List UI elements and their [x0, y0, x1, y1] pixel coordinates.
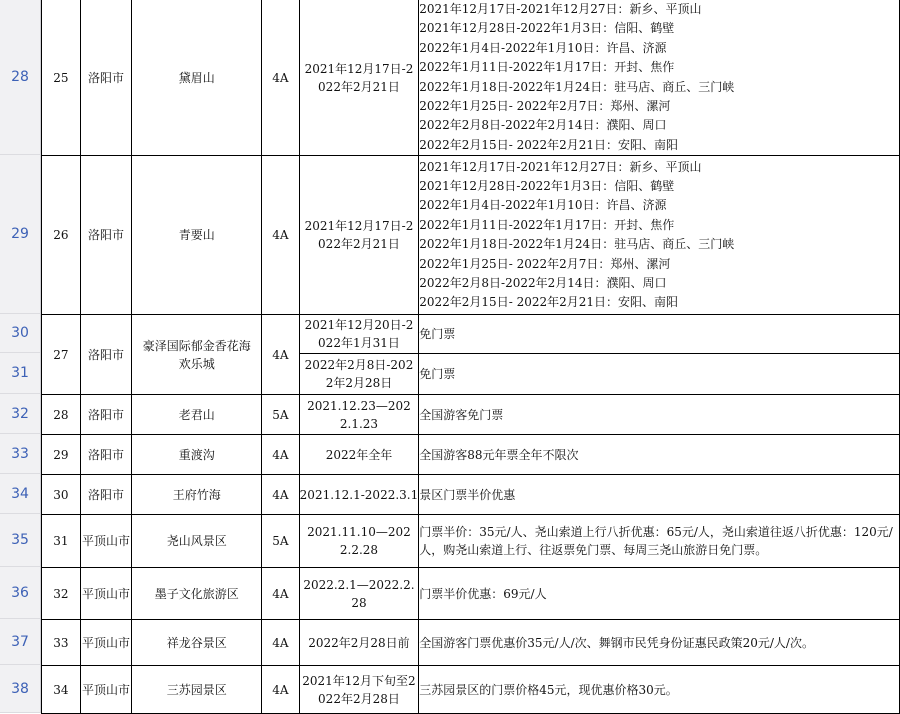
cell-name[interactable]: 王府竹海	[132, 475, 262, 515]
data-table	[41, 0, 900, 714]
cell-period[interactable]: 2021.11.10—2022.2.28	[299, 515, 419, 568]
cell-name[interactable]: 老君山	[132, 395, 262, 435]
cell-city[interactable]: 洛阳市	[80, 475, 131, 515]
cell-policy[interactable]	[419, 0, 900, 156]
cell-city[interactable]: 平顶山市	[80, 620, 131, 666]
policy-line: 2022年2月15日- 2022年2月21日：安阳、南阳	[419, 295, 679, 310]
cell-no[interactable]: 34	[42, 666, 81, 714]
cell-level[interactable]: 4A	[262, 315, 299, 395]
table-row	[42, 315, 900, 354]
table-row	[42, 568, 900, 620]
cell-city[interactable]: 洛阳市	[80, 315, 131, 395]
row-header-37[interactable]: 37	[0, 619, 40, 665]
policy-line: 2022年1月11日-2022年1月17日：开封、焦作	[419, 60, 675, 75]
cell-period[interactable]: 2021.12.23—2022.1.23	[299, 395, 419, 435]
cell-policy[interactable]: 三苏园景区的门票价格45元，现优惠价格30元。	[419, 666, 900, 714]
cell-level[interactable]: 4A	[262, 0, 299, 156]
cell-no[interactable]: 33	[42, 620, 81, 666]
policy-line: 2022年1月11日-2022年1月17日：开封、焦作	[419, 217, 675, 232]
row-header-32[interactable]: 32	[0, 394, 40, 434]
cell-no[interactable]: 27	[42, 315, 81, 395]
cell-no[interactable]: 29	[42, 435, 81, 475]
cell-period[interactable]: 2021年12月下旬至2022年2月28日	[299, 666, 419, 714]
row-header-38[interactable]: 38	[0, 665, 40, 713]
cell-policy[interactable]	[419, 156, 900, 315]
cell-level[interactable]: 4A	[262, 620, 299, 666]
cell-no[interactable]: 30	[42, 475, 81, 515]
table-row	[42, 435, 900, 475]
cell-level[interactable]: 4A	[262, 475, 299, 515]
row-header-36[interactable]: 36	[0, 567, 40, 619]
cell-name[interactable]: 尧山风景区	[132, 515, 262, 568]
cell-name[interactable]: 墨子文化旅游区	[132, 568, 262, 620]
policy-line: 2022年2月15日- 2022年2月21日：安阳、南阳	[419, 137, 679, 152]
cell-name[interactable]: 重渡沟	[132, 435, 262, 475]
cell-city[interactable]: 洛阳市	[80, 0, 131, 156]
table-row	[42, 515, 900, 568]
cell-period[interactable]: 2022年全年	[299, 435, 419, 475]
cell-name[interactable]: 豪泽国际郁金香花海欢乐城	[132, 315, 262, 395]
table-row	[42, 156, 900, 315]
cell-period[interactable]: 2022.2.1—2022.2.28	[299, 568, 419, 620]
cell-policy[interactable]: 门票半价优惠：69元/人	[419, 568, 900, 620]
cell-level[interactable]: 4A	[262, 156, 299, 315]
cell-period[interactable]: 2021年12月17日-2022年2月21日	[299, 156, 419, 315]
cell-name[interactable]: 青要山	[132, 156, 262, 315]
cell-no[interactable]: 26	[42, 156, 81, 315]
policy-line: 2021年12月28日-2022年1月3日：信阳、鹤壁	[419, 179, 675, 194]
cell-no[interactable]: 32	[42, 568, 81, 620]
policy-line: 2022年1月4日-2022年1月10日：许昌、济源	[419, 40, 667, 55]
cell-policy[interactable]: 全国游客门票优惠价35元/人/次、舞钢市民凭身份证惠民政策20元/人/次。	[419, 620, 900, 666]
row-header-column	[0, 0, 41, 713]
cell-city[interactable]: 平顶山市	[80, 666, 131, 714]
table-row	[42, 620, 900, 666]
policy-line: 2022年1月18日-2022年1月24日：驻马店、商丘、三门峡	[419, 79, 735, 94]
row-header-33[interactable]: 33	[0, 434, 40, 474]
cell-period[interactable]: 2021.12.1-2022.3.1	[299, 475, 419, 515]
cell-policy[interactable]: 免门票	[419, 354, 900, 395]
cell-name[interactable]: 黛眉山	[132, 0, 262, 156]
cell-policy[interactable]: 免门票	[419, 315, 900, 354]
cell-policy[interactable]: 全国游客88元年票全年不限次	[419, 435, 900, 475]
cell-level[interactable]: 4A	[262, 568, 299, 620]
policy-line: 2022年1月25日- 2022年2月7日：郑州、漯河	[419, 99, 671, 114]
row-header-28[interactable]: 28	[0, 0, 40, 155]
policy-line: 2021年12月17日-2021年12月27日：新乡、平顶山	[419, 159, 702, 174]
policy-line: 2022年1月25日- 2022年2月7日：郑州、漯河	[419, 256, 671, 271]
cell-no[interactable]: 28	[42, 395, 81, 435]
cell-period[interactable]: 2022年2月8日-2022年2月28日	[299, 354, 419, 395]
cell-name[interactable]: 祥龙谷景区	[132, 620, 262, 666]
policy-line: 2022年1月4日-2022年1月10日：许昌、济源	[419, 198, 667, 213]
cell-city[interactable]: 平顶山市	[80, 568, 131, 620]
table-row	[42, 395, 900, 435]
row-header-29[interactable]: 29	[0, 155, 40, 314]
policy-line: 2021年12月28日-2022年1月3日：信阳、鹤壁	[419, 21, 675, 36]
policy-line: 2021年12月17日-2021年12月27日：新乡、平顶山	[419, 2, 702, 16]
cell-name[interactable]: 三苏园景区	[132, 666, 262, 714]
cell-city[interactable]: 洛阳市	[80, 156, 131, 315]
cell-level[interactable]: 4A	[262, 666, 299, 714]
policy-line: 2022年1月18日-2022年1月24日：驻马店、商丘、三门峡	[419, 237, 735, 252]
cell-city[interactable]: 平顶山市	[80, 515, 131, 568]
cell-level[interactable]: 5A	[262, 395, 299, 435]
cell-city[interactable]: 洛阳市	[80, 395, 131, 435]
table-row	[42, 0, 900, 156]
cell-policy[interactable]: 门票半价：35元/人、尧山索道上行八折优惠：65元/人，尧山索道往返八折优惠：120元/人，购尧山索道上行、往返票免门票、每周三尧山旅游日免门票。	[419, 515, 900, 568]
table-row	[42, 475, 900, 515]
cell-period[interactable]: 2022年2月28日前	[299, 620, 419, 666]
cell-period[interactable]: 2021年12月17日-2022年2月21日	[299, 0, 419, 156]
row-header-35[interactable]: 35	[0, 514, 40, 567]
cell-policy[interactable]: 景区门票半价优惠	[419, 475, 900, 515]
cell-city[interactable]: 洛阳市	[80, 435, 131, 475]
row-header-31[interactable]: 31	[0, 353, 40, 394]
cell-no[interactable]: 31	[42, 515, 81, 568]
cell-level[interactable]: 4A	[262, 435, 299, 475]
policy-line: 2022年2月8日-2022年2月14日：濮阳、周口	[419, 118, 667, 133]
cell-period[interactable]: 2021年12月20日-2022年1月31日	[299, 315, 419, 354]
cell-no[interactable]: 25	[42, 0, 81, 156]
row-header-34[interactable]: 34	[0, 474, 40, 514]
cell-level[interactable]: 5A	[262, 515, 299, 568]
table-row	[42, 666, 900, 714]
row-header-30[interactable]: 30	[0, 314, 40, 353]
cell-policy[interactable]: 全国游客免门票	[419, 395, 900, 435]
policy-line: 2022年2月8日-2022年2月14日：濮阳、周口	[419, 276, 667, 291]
